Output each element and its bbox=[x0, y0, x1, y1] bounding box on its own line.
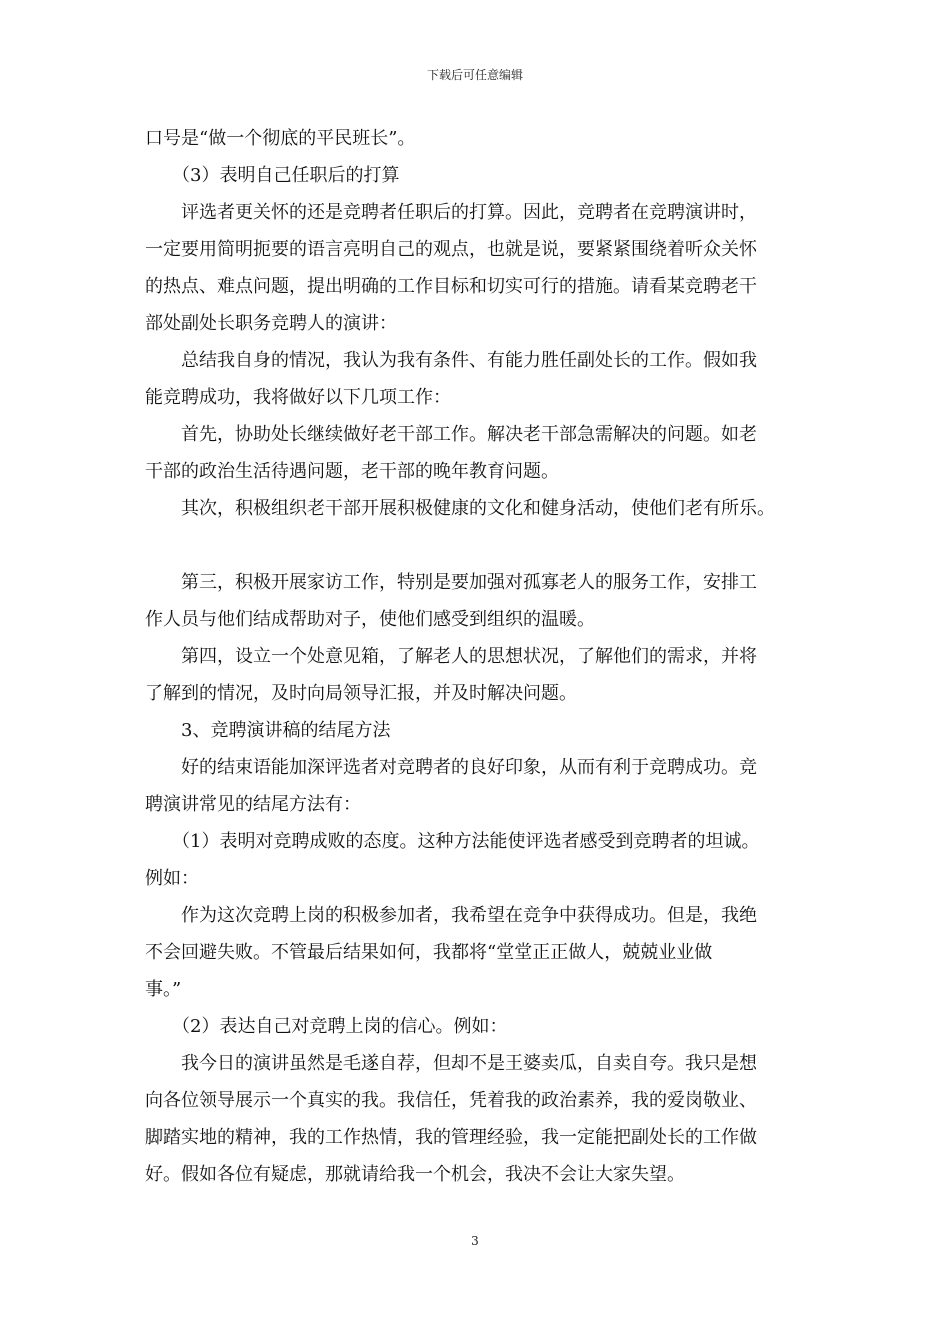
text-line: 事。” bbox=[145, 979, 182, 1000]
text-line: 首先，协助处长继续做好老干部工作。解决老干部急需解决的问题。如老 bbox=[145, 424, 757, 445]
text-line: 一定要用简明扼要的语言亮明自己的观点，也就是说，要紧紧围绕着听众关怀 bbox=[145, 239, 757, 260]
text-line: 我今日的演讲虽然是毛遂自荐，但却不是王婆卖瓜，自卖自夸。我只是想 bbox=[145, 1053, 757, 1074]
text-line: 向各位领导展示一个真实的我。我信任，凭着我的政治素养，我的爱岗敬业、 bbox=[145, 1090, 757, 1111]
text-line: 干部的政治生活待遇问题，老干部的晚年教育问题。 bbox=[145, 461, 559, 482]
section-heading: （1）表明对竞聘成败的态度。这种方法能使评选者感受到竞聘者的坦诚。 bbox=[145, 831, 760, 852]
text-line: 作人员与他们结成帮助对子，使他们感受到组织的温暖。 bbox=[145, 609, 595, 630]
text-line: 其次，积极组织老干部开展积极健康的文化和健身活动，使他们老有所乐。 bbox=[145, 498, 775, 519]
text-line: 脚踏实地的精神，我的工作热情，我的管理经验，我一定能把副处长的工作做 bbox=[145, 1127, 757, 1148]
text-line: 评选者更关怀的还是竞聘者任职后的打算。因此，竞聘者在竞聘演讲时， bbox=[145, 202, 757, 223]
text-line: 例如： bbox=[145, 868, 199, 889]
text-line: 第三，积极开展家访工作，特别是要加强对孤寡老人的服务工作，安排工 bbox=[145, 572, 757, 593]
section-heading: （3）表明自己任职后的打算 bbox=[145, 165, 400, 186]
text-line: 不会回避失败。不管最后结果如何，我都将“堂堂正正做人，兢兢业业做 bbox=[145, 942, 713, 963]
page-number: 3 bbox=[471, 1234, 479, 1248]
text-line: 了解到的情况，及时向局领导汇报，并及时解决问题。 bbox=[145, 683, 577, 704]
text-line: 好的结束语能加深评选者对竞聘者的良好印象，从而有利于竞聘成功。竞 bbox=[145, 757, 757, 778]
text-line: 部处副处长职务竞聘人的演讲： bbox=[145, 313, 397, 334]
document-body bbox=[145, 120, 815, 1193]
text-line: 聘演讲常见的结尾方法有： bbox=[145, 794, 361, 815]
text-line: 的热点、难点问题，提出明确的工作目标和切实可行的措施。请看某竞聘老干 bbox=[145, 276, 757, 297]
text-line: 好。假如各位有疑虑，那就请给我一个机会，我决不会让大家失望。 bbox=[145, 1164, 685, 1185]
text-line: 口号是“做一个彻底的平民班长”。 bbox=[145, 128, 416, 149]
text-line: 第四，设立一个处意见箱，了解老人的思想状况，了解他们的需求，并将 bbox=[145, 646, 757, 667]
text-line: 总结我自身的情况，我认为我有条件、有能力胜任副处长的工作。假如我 bbox=[145, 350, 757, 371]
section-heading: （2）表达自己对竞聘上岗的信心。例如： bbox=[145, 1016, 508, 1037]
text-line: 作为这次竞聘上岗的积极参加者，我希望在竞争中获得成功。但是，我绝 bbox=[145, 905, 757, 926]
page-header: 下载后可任意编辑 bbox=[426, 68, 523, 82]
text-line: 能竞聘成功，我将做好以下几项工作： bbox=[145, 387, 451, 408]
blank-line bbox=[145, 527, 815, 564]
section-heading: 3、竞聘演讲稿的结尾方法 bbox=[145, 720, 391, 741]
